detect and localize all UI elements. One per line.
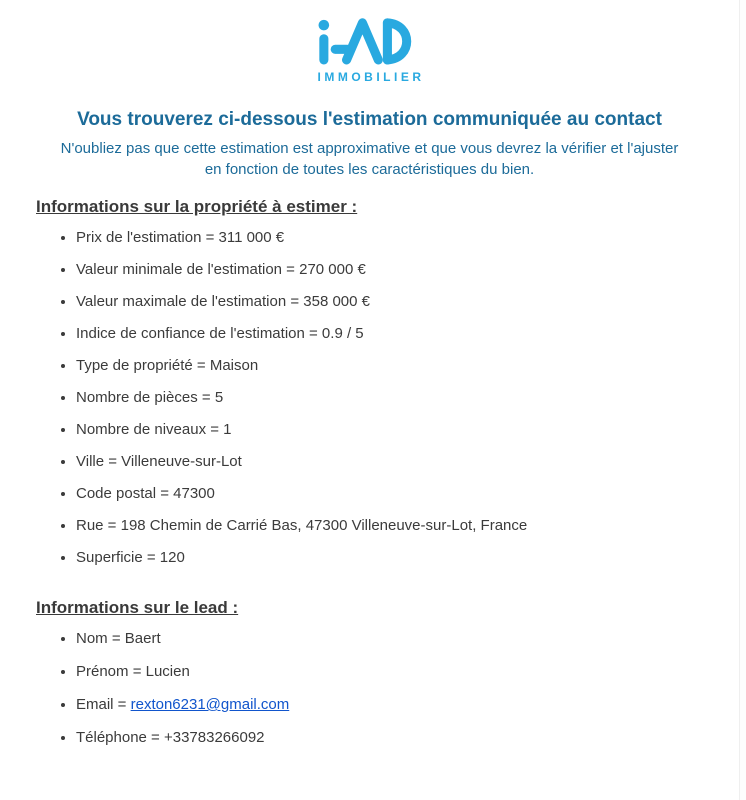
list-item-city: • Ville = Villeneuve-sur-Lot	[76, 453, 739, 471]
page-title: Vous trouverez ci-dessous l'estimation communiquée au contact	[77, 109, 662, 130]
intro-subtitle	[30, 138, 709, 180]
list-item-street: • Rue = 198 Chemin de Carrié Bas, 47300 Villeneuve-sur-Lot, France	[76, 517, 739, 535]
list-item-lastname: • Nom = Baert	[76, 630, 739, 648]
subtitle-line-1: N'oubliez pas que cette estimation est approximative et que vous devrez la vérifier et l'ajuster	[60, 140, 679, 157]
list-item-postal-code: • Code postal = 47300	[76, 485, 739, 503]
email-label: Email =	[76, 696, 131, 713]
iad-logo-icon	[313, 10, 427, 69]
property-info-list	[0, 229, 739, 567]
lead-info-list	[0, 630, 739, 747]
lead-section-heading: Informations sur le lead :	[36, 598, 239, 617]
list-item-min-value: • Valeur minimale de l'estimation = 270 000 €	[76, 261, 739, 279]
subtitle-line-2: en fonction de toutes les caractéristiques du bien.	[204, 161, 535, 178]
list-item-surface: • Superficie = 120	[76, 549, 739, 567]
list-item-max-value: • Valeur maximale de l'estimation = 358 000 €	[76, 293, 739, 311]
list-item-phone: • Téléphone = +33783266092	[76, 729, 739, 747]
property-section-heading: Informations sur la propriété à estimer :	[36, 197, 358, 216]
list-item-levels: • Nombre de niveaux = 1	[76, 421, 739, 439]
list-item-email	[76, 696, 739, 714]
iad-logo	[0, 10, 739, 84]
list-item-firstname: • Prénom = Lucien	[76, 663, 739, 681]
list-item-price: • Prix de l'estimation = 311 000 €	[76, 229, 739, 247]
list-item-confidence: • Indice de confiance de l'estimation = 0.9 / 5	[76, 325, 739, 343]
email-link[interactable]: rexton6231@gmail.com	[130, 696, 290, 713]
list-item-rooms: • Nombre de pièces = 5	[76, 389, 739, 407]
iad-logo-wordmark: IMMOBILIER	[317, 70, 425, 84]
list-item-property-type: • Type de propriété = Maison	[76, 357, 739, 375]
